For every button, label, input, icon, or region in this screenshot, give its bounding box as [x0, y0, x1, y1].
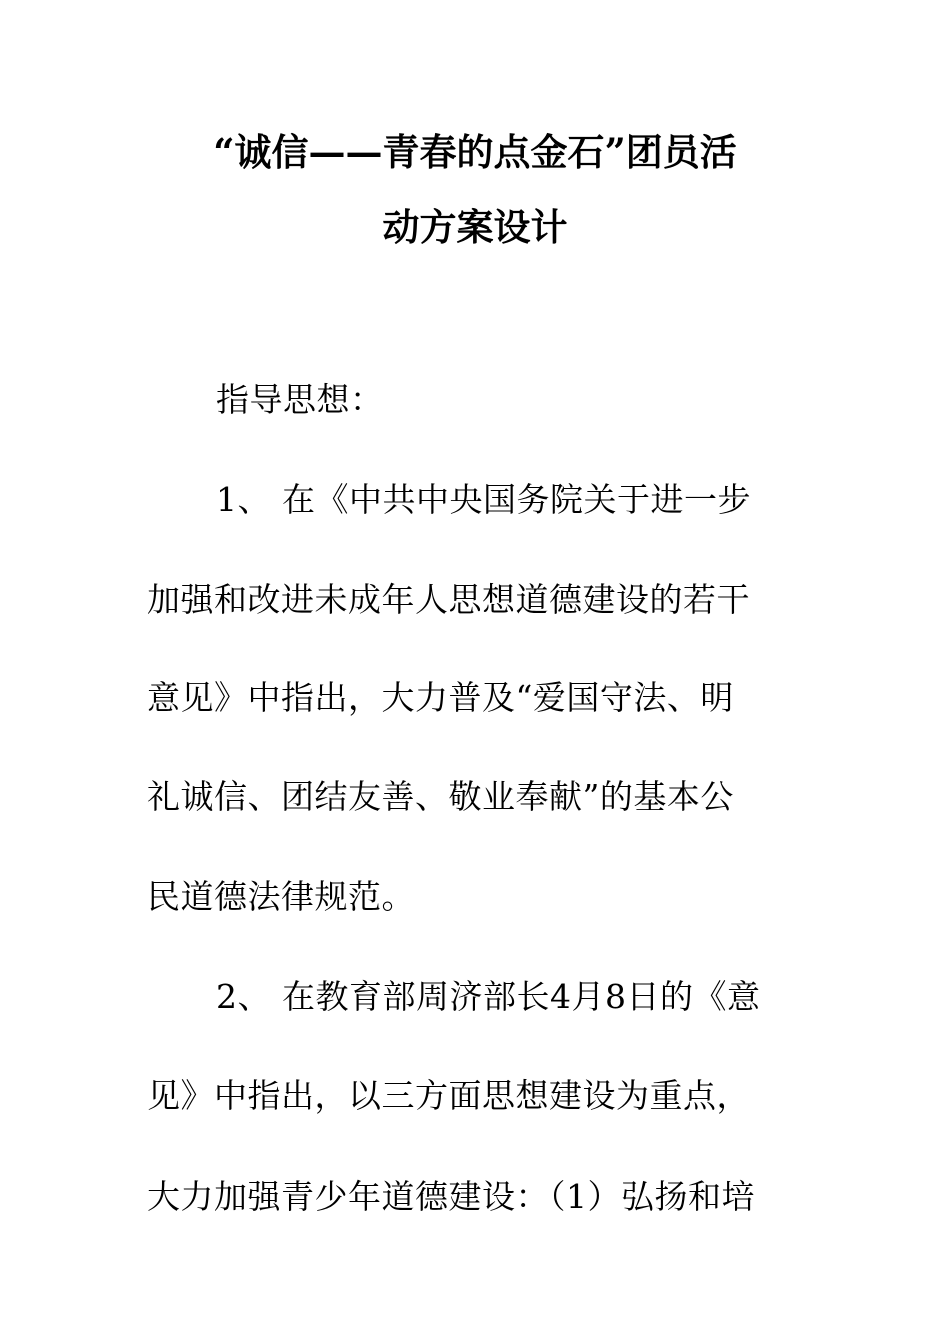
paragraph-1-line-3: 意见》中指出，大力普及“爱国守法、明: [147, 678, 734, 717]
paragraph-1-line-4: 礼诚信、团结友善、敬业奉献”的基本公: [147, 777, 734, 816]
section-heading-guiding-thought: 指导思想：: [216, 380, 384, 419]
paragraph-1-line-5: 民道德法律规范。: [147, 877, 415, 916]
paragraph-2-line-2: 见》中指出，以三方面思想建设为重点，: [147, 1076, 750, 1115]
paragraph-2-line-3: 大力加强青少年道德建设：（1）弘扬和培: [147, 1177, 755, 1216]
paragraph-1-line-2: 加强和改进未成年人思想道德建设的若干: [147, 580, 750, 619]
paragraph-2-line-1: 2、 在教育部周济部长4月8日的《意: [216, 977, 761, 1016]
document-title-line-2: 动方案设计: [382, 205, 568, 249]
paragraph-1-line-1: 1、 在《中共中央国务院关于进一步: [216, 480, 751, 519]
document-title-line-1: “诚信——青春的点金石”团员活: [213, 130, 737, 174]
